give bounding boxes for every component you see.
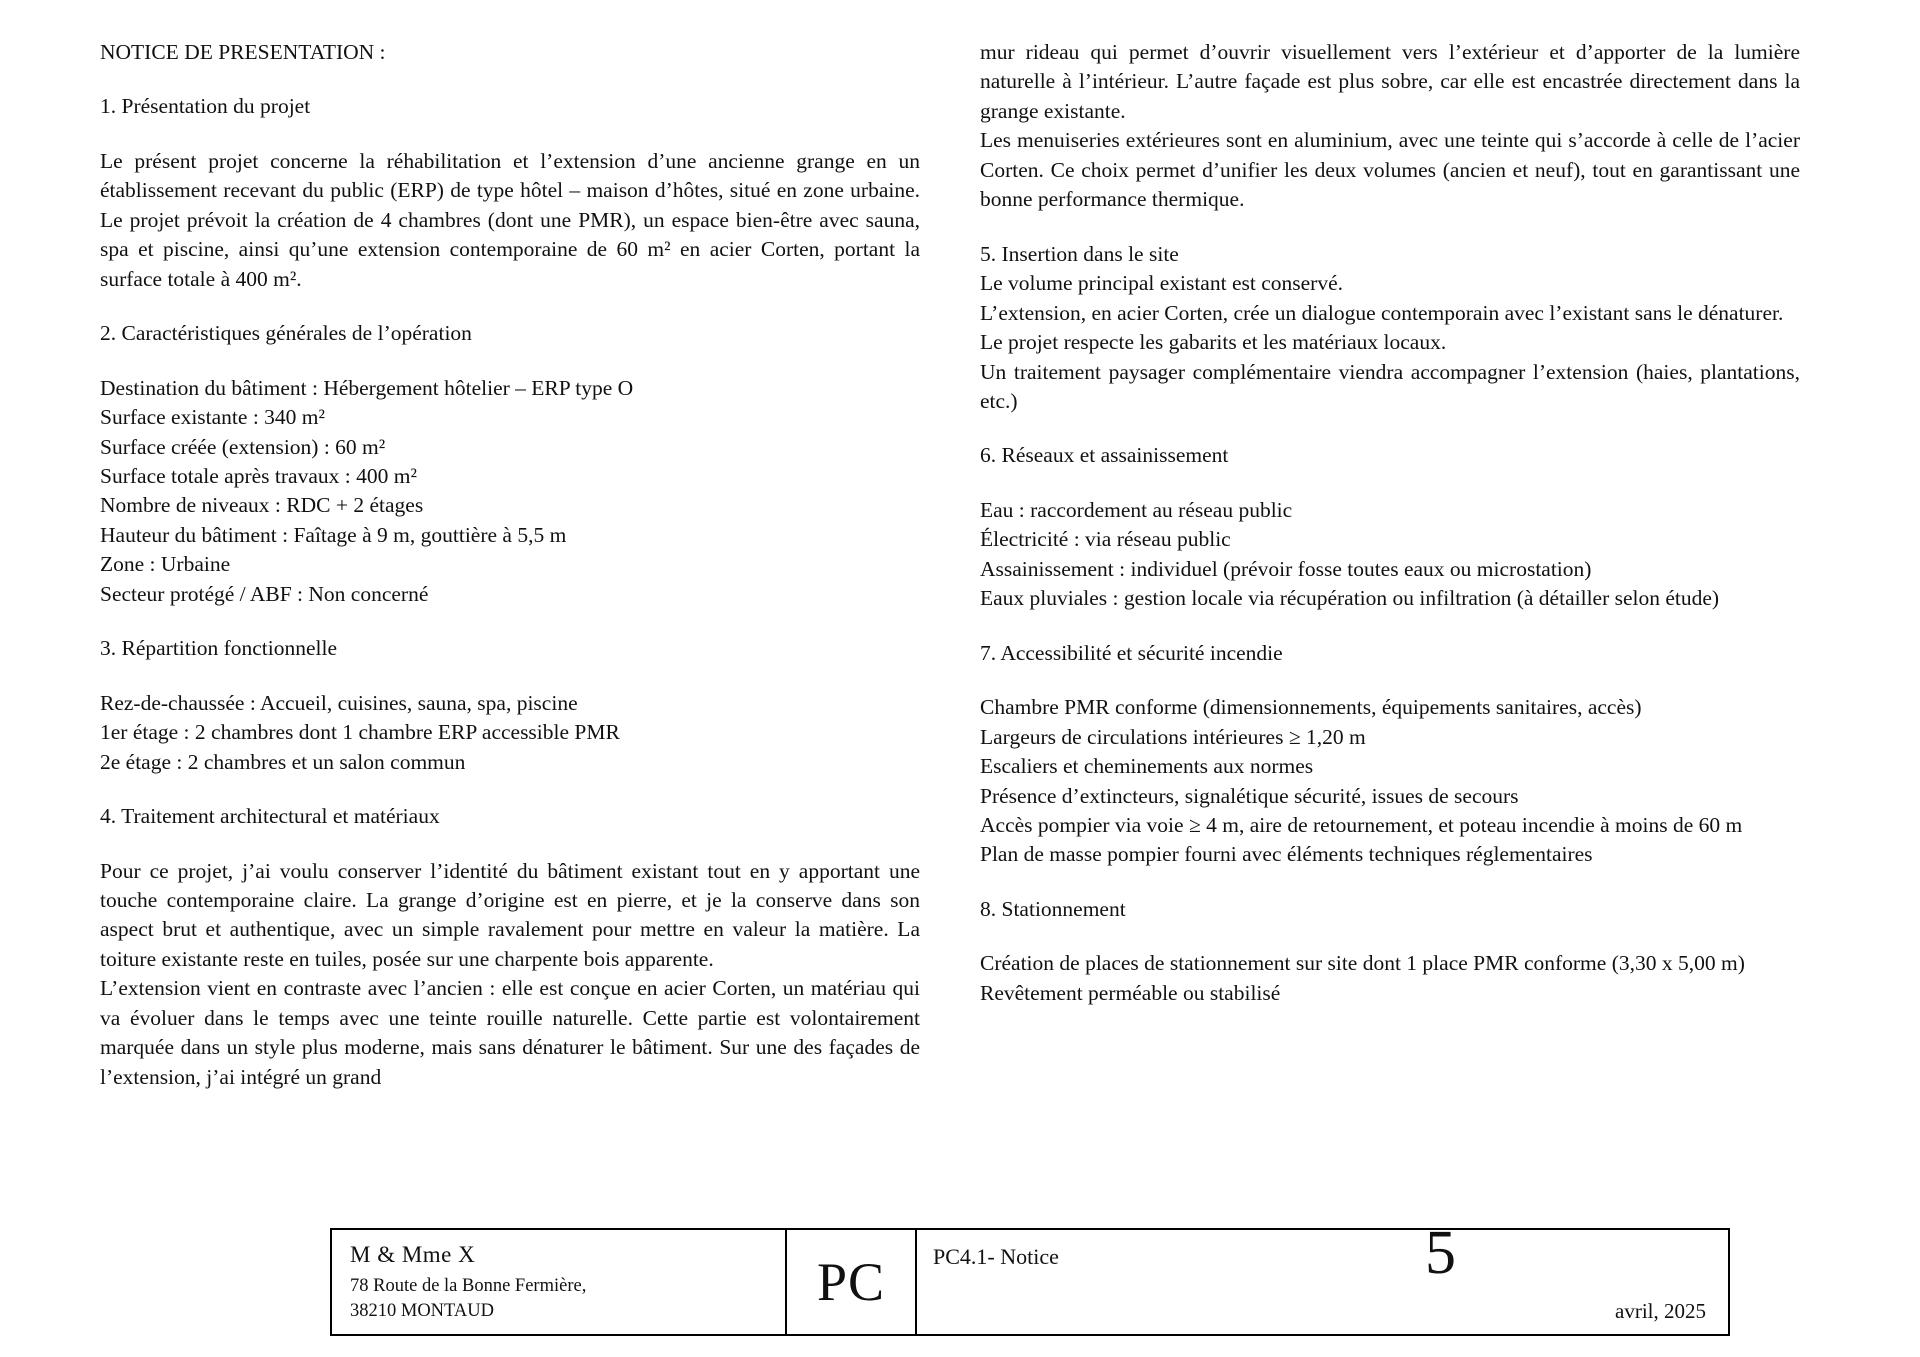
two-column-body bbox=[100, 38, 1800, 1092]
repartition-2e-etage: 2e étage : 2 chambres et un salon commun bbox=[100, 749, 466, 774]
left-column bbox=[100, 38, 920, 1092]
right-column bbox=[980, 38, 1800, 1092]
section-heading-6: 6. Réseaux et assainissement bbox=[980, 443, 1229, 468]
permit-code: PC bbox=[787, 1230, 917, 1334]
reseau-electricite: Électricité : via réseau public bbox=[980, 527, 1231, 552]
owner-address-line-1: 78 Route de la Bonne Fermière, bbox=[350, 1276, 587, 1296]
reseau-assainissement: Assainissement : individuel (prévoir fosse toutes eaux ou microstation) bbox=[980, 556, 1592, 581]
spec-niveaux: Nombre de niveaux : RDC + 2 étages bbox=[100, 493, 424, 518]
spec-secteur-protege: Secteur protégé / ABF : Non concerné bbox=[100, 581, 429, 606]
site-traitement-paysager: Un traitement paysager complémentaire viendra accompagner l’extension (haies, plantations, etc.) bbox=[980, 359, 1800, 413]
section-heading-7: 7. Accessibilité et sécurité incendie bbox=[980, 640, 1283, 665]
page-number: 5 bbox=[1425, 1219, 1456, 1287]
owner-address-line-2: 38210 MONTAUD bbox=[350, 1300, 494, 1321]
site-extension-dialogue: L’extension, en acier Corten, crée un dialogue contemporain avec l’existant sans le dénaturer. bbox=[980, 300, 1784, 325]
section-heading-4: 4. Traitement architectural et matériaux bbox=[100, 804, 440, 829]
paragraph-architecture-extension: L’extension vient en contraste avec l’ancien : elle est conçue en acier Corten, un matériau qui va évoluer dans le temps avec une teinte rouille naturelle. Cette partie est volontairement marquée dans un style plus moderne, mais sans dénaturer le bâtiment. Sur une des façades de l’extension, j’ai intégré un grand bbox=[100, 976, 920, 1089]
securite-plan-masse: Plan de masse pompier fourni avec éléments techniques réglementaires bbox=[980, 842, 1593, 867]
document-title-cell bbox=[917, 1230, 1728, 1334]
reseau-eau: Eau : raccordement au réseau public bbox=[980, 497, 1293, 522]
securite-circulations: Largeurs de circulations intérieures ≥ 1,20 m bbox=[980, 724, 1366, 749]
reseau-eaux-pluviales: Eaux pluviales : gestion locale via récupération ou infiltration (à détailler selon étude) bbox=[980, 586, 1720, 611]
spec-zone: Zone : Urbaine bbox=[100, 552, 231, 577]
title-block bbox=[330, 1228, 1730, 1336]
securite-escaliers: Escaliers et cheminements aux normes bbox=[980, 754, 1314, 779]
spec-surface-totale: Surface totale après travaux : 400 m² bbox=[100, 463, 417, 488]
owner-info bbox=[332, 1230, 787, 1334]
paragraph-joinery: Les menuiseries extérieures sont en aluminium, avec une teinte qui s’accorde à celle de l’acier Corten. Ce choix permet d’unifier les deux volumes (ancien et neuf), tout en garantissant une bonne performance thermique. bbox=[980, 128, 1800, 212]
securite-acces-pompier: Accès pompier via voie ≥ 4 m, aire de retournement, et poteau incendie à moins de 60 m bbox=[980, 812, 1743, 837]
spec-hauteur: Hauteur du bâtiment : Faîtage à 9 m, gouttière à 5,5 m bbox=[100, 522, 567, 547]
paragraph-curtain-wall: mur rideau qui permet d’ouvrir visuellement vers l’extérieur et d’apporter de la lumière naturelle à l’intérieur. L’autre façade est plus sobre, car elle est encastrée directement dans la grange existante. bbox=[980, 40, 1800, 123]
securite-chambre-pmr: Chambre PMR conforme (dimensionnements, équipements sanitaires, accès) bbox=[980, 695, 1642, 720]
spec-destination: Destination du bâtiment : Hébergement hôtelier – ERP type O bbox=[100, 375, 634, 400]
stationnement-revetement: Revêtement perméable ou stabilisé bbox=[980, 980, 1281, 1005]
footer-block bbox=[330, 1228, 1730, 1336]
notice-heading: NOTICE DE PRESENTATION : bbox=[100, 40, 386, 64]
document-date: avril, 2025 bbox=[1615, 1299, 1706, 1323]
spec-surface-existante: Surface existante : 340 m² bbox=[100, 405, 325, 430]
repartition-1er-etage: 1er étage : 2 chambres dont 1 chambre ERP accessible PMR bbox=[100, 720, 620, 745]
section-heading-2: 2. Caractéristiques générales de l’opération bbox=[100, 321, 472, 346]
stationnement-places: Création de places de stationnement sur site dont 1 place PMR conforme (3,30 x 5,00 m) bbox=[980, 951, 1745, 976]
paragraph-project-presentation: Le présent projet concerne la réhabilitation et l’extension d’une ancienne grange en un établissement recevant du public (ERP) de type hôtel – maison d’hôtes, situé en zone urbaine. Le projet prévoit la création de 4 chambres (dont une PMR), un espace bien-être avec sauna, spa et piscine, ainsi qu’une extension contemporaine de 60 m² en acier Corten, portant la surface totale à 400 m². bbox=[100, 148, 920, 291]
section-heading-3: 3. Répartition fonctionnelle bbox=[100, 636, 338, 661]
section-heading-8: 8. Stationnement bbox=[980, 896, 1126, 921]
paragraph-architecture-existing: Pour ce projet, j’ai voulu conserver l’identité du bâtiment existant tout en y apportant une touche contemporaine claire. La grange d’origine est en pierre, et je la conserve dans son aspect brut et authentique, avec un simple ravalement pour mettre en valeur la matière. La toiture existante reste en tuiles, posée sur une charpente bois apparente. bbox=[100, 858, 920, 971]
repartition-rdc: Rez-de-chaussée : Accueil, cuisines, sauna, spa, piscine bbox=[100, 690, 578, 715]
document-title: PC4.1- Notice bbox=[933, 1244, 1059, 1269]
owner-name: M & Mme X bbox=[350, 1242, 476, 1267]
site-volume-conserve: Le volume principal existant est conservé. bbox=[980, 271, 1343, 296]
securite-extincteurs: Présence d’extincteurs, signalétique sécurité, issues de secours bbox=[980, 783, 1519, 808]
spec-surface-creee: Surface créée (extension) : 60 m² bbox=[100, 434, 386, 459]
section-heading-5: 5. Insertion dans le site bbox=[980, 241, 1179, 266]
site-gabarits: Le projet respecte les gabarits et les matériaux locaux. bbox=[980, 330, 1447, 355]
section-heading-1: 1. Présentation du projet bbox=[100, 94, 311, 119]
